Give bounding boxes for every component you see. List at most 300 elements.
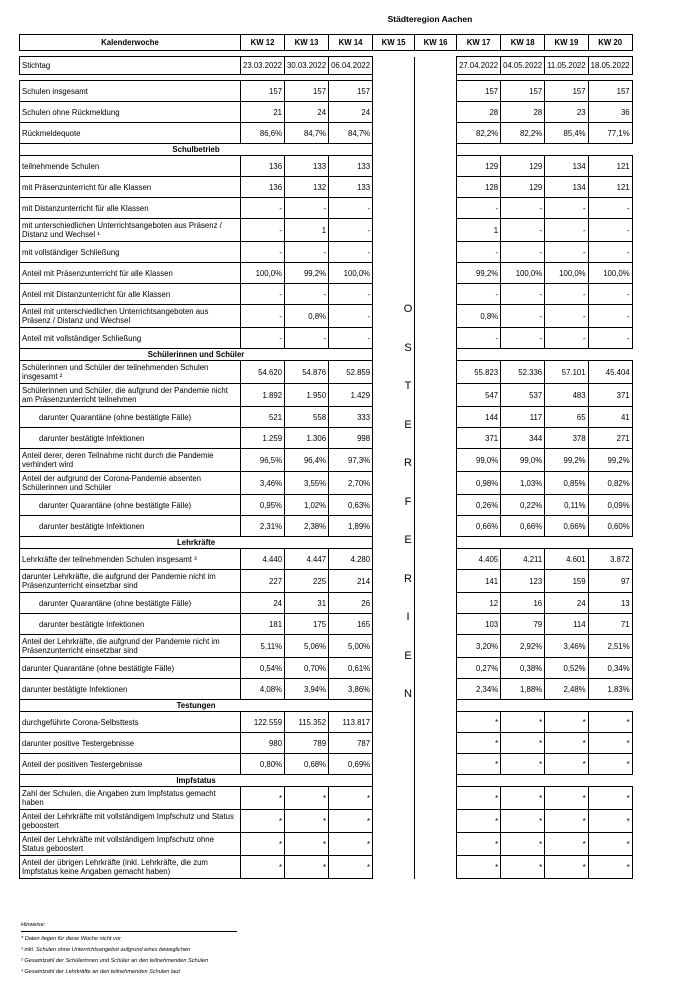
row-value: 79 [501,614,545,635]
row-label: darunter bestätigte Infektionen [20,679,241,700]
row-value: * [457,712,501,733]
row-value: 0,95% [241,495,285,516]
table-row [20,733,633,754]
osterferien-letter: F [404,495,412,508]
header-week: KW 16 [415,35,457,51]
row-label: Anteil der positiven Testergebnisse [20,754,241,775]
table-row [20,679,633,700]
note-item: ¹ inkl. Schulen ohne Unterrichtsangebot aufgrund eines beweglichen [21,947,191,953]
row-value: - [501,284,545,305]
empty-cell [415,263,457,284]
row-value: 0,22% [501,495,545,516]
row-value: 113.817 [329,712,373,733]
row-value: 333 [329,407,373,428]
row-value: 28 [501,102,545,123]
header-week: KW 20 [588,35,632,51]
section-title: Schülerinnen und Schüler [20,349,373,361]
row-value: 4,08% [241,679,285,700]
empty-cell [373,123,415,144]
row-label: durchgeführte Corona-Selbsttests [20,712,241,733]
row-value: 0,60% [588,516,632,537]
row-value: 789 [285,733,329,754]
section-blank [457,700,633,712]
row-value: 99,2% [457,263,501,284]
row-value: 0,70% [285,658,329,679]
row-value: 97,3% [329,449,373,472]
empty-cell [415,177,457,198]
stichtag-date: 23.03.2022 [241,57,285,75]
section-blank [457,144,633,156]
row-value: 157 [285,81,329,102]
row-value: * [501,856,545,879]
empty-cell [373,754,415,775]
row-label: darunter Quarantäne (ohne bestätigte Fälle) [20,407,241,428]
table-row [20,361,633,384]
row-label: darunter positive Testergebnisse [20,733,241,754]
header-week: KW 13 [285,35,329,51]
row-value: 2,70% [329,472,373,495]
row-value: 2,38% [285,516,329,537]
row-value: - [329,284,373,305]
row-value: - [545,219,588,242]
row-value: * [457,810,501,833]
table-row [20,328,633,349]
row-value: 2,48% [545,679,588,700]
row-value: - [241,242,285,263]
row-value: - [329,328,373,349]
row-value: * [241,856,285,879]
row-value: 4.211 [501,549,545,570]
row-value: 3,46% [241,472,285,495]
row-label: darunter bestätigte Infektionen [20,516,241,537]
empty-cell [373,177,415,198]
row-value: * [545,754,588,775]
table-row [20,570,633,593]
row-value: - [545,242,588,263]
row-value: 103 [457,614,501,635]
row-value: * [545,712,588,733]
data-table [19,34,633,879]
table-row [20,472,633,495]
row-value: - [501,328,545,349]
header-label: Kalenderwoche [20,35,241,51]
section-row [20,775,633,787]
row-value: - [588,328,632,349]
stichtag-row [20,57,633,75]
header-week: KW 18 [501,35,545,51]
row-value: 3.872 [588,549,632,570]
empty-cell [373,856,415,879]
empty-cell [373,775,415,787]
row-value: - [329,219,373,242]
row-value: 157 [545,81,588,102]
table-row [20,219,633,242]
row-value: - [588,242,632,263]
row-value: 558 [285,407,329,428]
row-value: 65 [545,407,588,428]
empty-cell [415,144,457,156]
row-label: Anteil der übrigen Lehrkräfte (inkl. Lehrkräfte, die zum Impfstatus keine Angaben gemacht haben) [20,856,241,879]
row-value: 4.405 [457,549,501,570]
row-value: 121 [588,156,632,177]
row-value: 28 [457,102,501,123]
row-value: 82,2% [501,123,545,144]
row-value: 0,82% [588,472,632,495]
table-row [20,754,633,775]
row-value: - [588,198,632,219]
row-value: * [501,712,545,733]
empty-cell [415,787,457,810]
row-value: 157 [329,81,373,102]
row-value: * [285,810,329,833]
row-value: 0,66% [457,516,501,537]
row-value: - [501,198,545,219]
stichtag-date: 11.05.2022 [545,57,588,75]
row-value: 41 [588,407,632,428]
row-value: * [501,810,545,833]
row-value: * [457,787,501,810]
row-value: 77,1% [588,123,632,144]
row-value: 86,6% [241,123,285,144]
row-value: 1.306 [285,428,329,449]
stichtag-date: 27.04.2022 [457,57,501,75]
row-value: - [588,284,632,305]
row-value: 0,8% [285,305,329,328]
row-label: mit unterschiedlichen Unterrichtsangeboten aus Präsenz / Distanz und Wechsel ¹ [20,219,241,242]
section-row [20,144,633,156]
row-value: 23 [545,102,588,123]
row-label: teilnehmende Schulen [20,156,241,177]
row-value: 371 [457,428,501,449]
row-value: 133 [329,156,373,177]
empty-cell [373,242,415,263]
empty-cell [373,810,415,833]
row-value: - [285,242,329,263]
row-value: 1 [457,219,501,242]
table-row [20,833,633,856]
row-value: - [285,284,329,305]
header-week: KW 12 [241,35,285,51]
row-value: 141 [457,570,501,593]
row-value: * [457,754,501,775]
row-label: darunter Quarantäne (ohne bestätigte Fälle) [20,593,241,614]
row-value: 71 [588,614,632,635]
row-value: 133 [285,156,329,177]
row-value: 144 [457,407,501,428]
row-value: 157 [588,81,632,102]
table-row [20,856,633,879]
row-value: 0,38% [501,658,545,679]
row-value: 82,2% [457,123,501,144]
row-value: 122.559 [241,712,285,733]
row-value: - [588,219,632,242]
row-value: 4.440 [241,549,285,570]
row-label: Anteil der Lehrkräfte, die aufgrund der Pandemie nicht im Präsenzunterricht einsetzbar sind [20,635,241,658]
row-label: Schulen ohne Rückmeldung [20,102,241,123]
empty-cell [415,833,457,856]
note-item: ³ Gesamtzahl der Lehrkräfte an den teilnehmenden Schulen laut [21,969,180,975]
row-value: 26 [329,593,373,614]
row-value: * [588,733,632,754]
row-value: - [285,198,329,219]
row-value: * [588,856,632,879]
row-value: 980 [241,733,285,754]
row-value: 4.601 [545,549,588,570]
row-value: * [241,833,285,856]
row-value: - [241,284,285,305]
section-row [20,537,633,549]
row-value: 181 [241,614,285,635]
row-value: * [457,833,501,856]
section-title: Schulbetrieb [20,144,373,156]
row-value: 54.620 [241,361,285,384]
empty-cell [415,102,457,123]
table-row [20,123,633,144]
row-label: Anteil mit vollständiger Schließung [20,328,241,349]
row-value: 0,66% [545,516,588,537]
notes [21,921,237,978]
table-row [20,242,633,263]
row-value: 214 [329,570,373,593]
row-value: 0,80% [241,754,285,775]
row-label: Schülerinnen und Schüler, die aufgrund der Pandemie nicht am Präsenzunterricht teilnehmen [20,384,241,407]
row-value: 1,03% [501,472,545,495]
row-value: 1.259 [241,428,285,449]
row-value: 1,88% [501,679,545,700]
row-value: 271 [588,428,632,449]
row-value: 3,20% [457,635,501,658]
row-label: Anteil mit Präsenzunterricht für alle Klassen [20,263,241,284]
row-label: mit Distanzunterricht für alle Klassen [20,198,241,219]
row-value: - [501,242,545,263]
row-value: 123 [501,570,545,593]
section-blank [457,349,633,361]
kw15-column [373,57,415,75]
kw16-column [415,57,457,75]
row-value: 787 [329,733,373,754]
row-label: darunter Quarantäne (ohne bestätigte Fälle) [20,658,241,679]
empty-cell [373,712,415,733]
row-value: 2,51% [588,635,632,658]
row-label: mit Präsenzunterricht für alle Klassen [20,177,241,198]
empty-cell [373,787,415,810]
row-value: 136 [241,177,285,198]
row-label: Rückmeldequote [20,123,241,144]
row-value: 1,02% [285,495,329,516]
row-value: - [457,198,501,219]
row-label: Schülerinnen und Schüler der teilnehmenden Schulen insgesamt ² [20,361,241,384]
row-value: 344 [501,428,545,449]
row-value: * [545,787,588,810]
stichtag-label: Stichtag [20,57,241,75]
row-value: 100,0% [329,263,373,284]
row-value: 36 [588,102,632,123]
row-value: 547 [457,384,501,407]
row-value: 99,0% [501,449,545,472]
row-value: 157 [241,81,285,102]
row-value: * [285,833,329,856]
osterferien-letter: S [404,341,412,354]
empty-cell [415,156,457,177]
row-value: * [588,787,632,810]
table-row [20,614,633,635]
row-value: 0,27% [457,658,501,679]
row-value: 0,61% [329,658,373,679]
row-value: 55.823 [457,361,501,384]
row-value: * [588,810,632,833]
row-value: 24 [545,593,588,614]
row-value: 97 [588,570,632,593]
empty-cell [415,754,457,775]
page-title [0,14,700,24]
section-title: Impfstatus [20,775,373,787]
header-week: KW 17 [457,35,501,51]
row-value: 3,55% [285,472,329,495]
row-value: 129 [501,177,545,198]
table-row [20,384,633,407]
row-value: 134 [545,156,588,177]
row-value: - [501,219,545,242]
row-value: * [545,833,588,856]
stichtag-date: 18.05.2022 [588,57,632,75]
row-label: Anteil der Lehrkräfte mit vollständigem Impfschutz ohne Status geboostert [20,833,241,856]
row-value: - [588,305,632,328]
row-value: 1.892 [241,384,285,407]
osterferien-letter: N [404,688,412,700]
row-value: 1.429 [329,384,373,407]
section-row [20,700,633,712]
row-value: 121 [588,177,632,198]
section-row [20,349,633,361]
osterferien-letter: T [404,380,412,392]
row-value: 1,89% [329,516,373,537]
row-value: 57.101 [545,361,588,384]
stichtag-date: 04.05.2022 [501,57,545,75]
row-value: 371 [588,384,632,407]
row-value: 0,85% [545,472,588,495]
row-value: 175 [285,614,329,635]
row-value: 521 [241,407,285,428]
row-value: 12 [457,593,501,614]
row-value: * [501,733,545,754]
table-row [20,495,633,516]
empty-cell [415,856,457,879]
row-value: 165 [329,614,373,635]
row-value: - [457,242,501,263]
row-value: - [545,198,588,219]
empty-cell [415,810,457,833]
row-value: 84,7% [285,123,329,144]
empty-cell [415,712,457,733]
empty-cell [415,733,457,754]
row-value: 0,63% [329,495,373,516]
empty-cell [373,219,415,242]
row-value: 0,09% [588,495,632,516]
stichtag-date: 06.04.2022 [329,57,373,75]
row-value: - [241,305,285,328]
table-row [20,198,633,219]
row-value: 16 [501,593,545,614]
row-value: 0,11% [545,495,588,516]
table-row [20,712,633,733]
row-label: darunter bestätigte Infektionen [20,614,241,635]
row-value: 117 [501,407,545,428]
table-row [20,263,633,284]
row-value: 24 [241,593,285,614]
row-value: 54.876 [285,361,329,384]
osterferien-letter: E [404,649,412,662]
row-value: 4.280 [329,549,373,570]
row-value: 52.336 [501,361,545,384]
row-value: * [588,833,632,856]
row-label: darunter bestätigte Infektionen [20,428,241,449]
table-row [20,428,633,449]
row-value: 0,54% [241,658,285,679]
row-value: 24 [285,102,329,123]
row-value: 128 [457,177,501,198]
row-value: 96,5% [241,449,285,472]
empty-cell [373,81,415,102]
row-value: 3,94% [285,679,329,700]
osterferien-label [388,290,428,714]
row-value: 1,83% [588,679,632,700]
row-value: 2,34% [457,679,501,700]
row-value: 159 [545,570,588,593]
row-value: * [241,787,285,810]
row-value: 5,11% [241,635,285,658]
section-title: Testungen [20,700,373,712]
row-value: 129 [457,156,501,177]
osterferien-letter: E [404,534,412,546]
header-week: KW 19 [545,35,588,51]
empty-cell [415,198,457,219]
row-value: 99,0% [457,449,501,472]
table-row [20,516,633,537]
row-label: Schulen insgesamt [20,81,241,102]
row-label: Anteil der aufgrund der Corona-Pandemie absenten Schülerinnen und Schüler [20,472,241,495]
osterferien-letter: O [403,303,413,315]
table-row [20,81,633,102]
table-row [20,658,633,679]
page-title-text: Städteregion Aachen [387,14,473,24]
row-value: - [545,284,588,305]
row-value: * [501,754,545,775]
row-value: 13 [588,593,632,614]
table-row [20,787,633,810]
empty-cell [373,144,415,156]
row-value: 0,52% [545,658,588,679]
row-value: 84,7% [329,123,373,144]
row-value: * [501,787,545,810]
row-value: - [241,219,285,242]
table-row [20,156,633,177]
row-value: 378 [545,428,588,449]
row-label: Anteil der Lehrkräfte mit vollständigem Impfschutz und Status geboostert [20,810,241,833]
section-blank [457,775,633,787]
empty-cell [373,156,415,177]
row-label: Zahl der Schulen, die Angaben zum Impfstatus gemacht haben [20,787,241,810]
row-value: * [285,856,329,879]
row-label: Lehrkräfte der teilnehmenden Schulen insgesamt ³ [20,549,241,570]
row-value: 133 [329,177,373,198]
table-row [20,407,633,428]
row-value: 0,69% [329,754,373,775]
empty-cell [373,733,415,754]
row-value: - [545,305,588,328]
table-row [20,635,633,658]
row-value: * [329,810,373,833]
row-value: * [545,810,588,833]
